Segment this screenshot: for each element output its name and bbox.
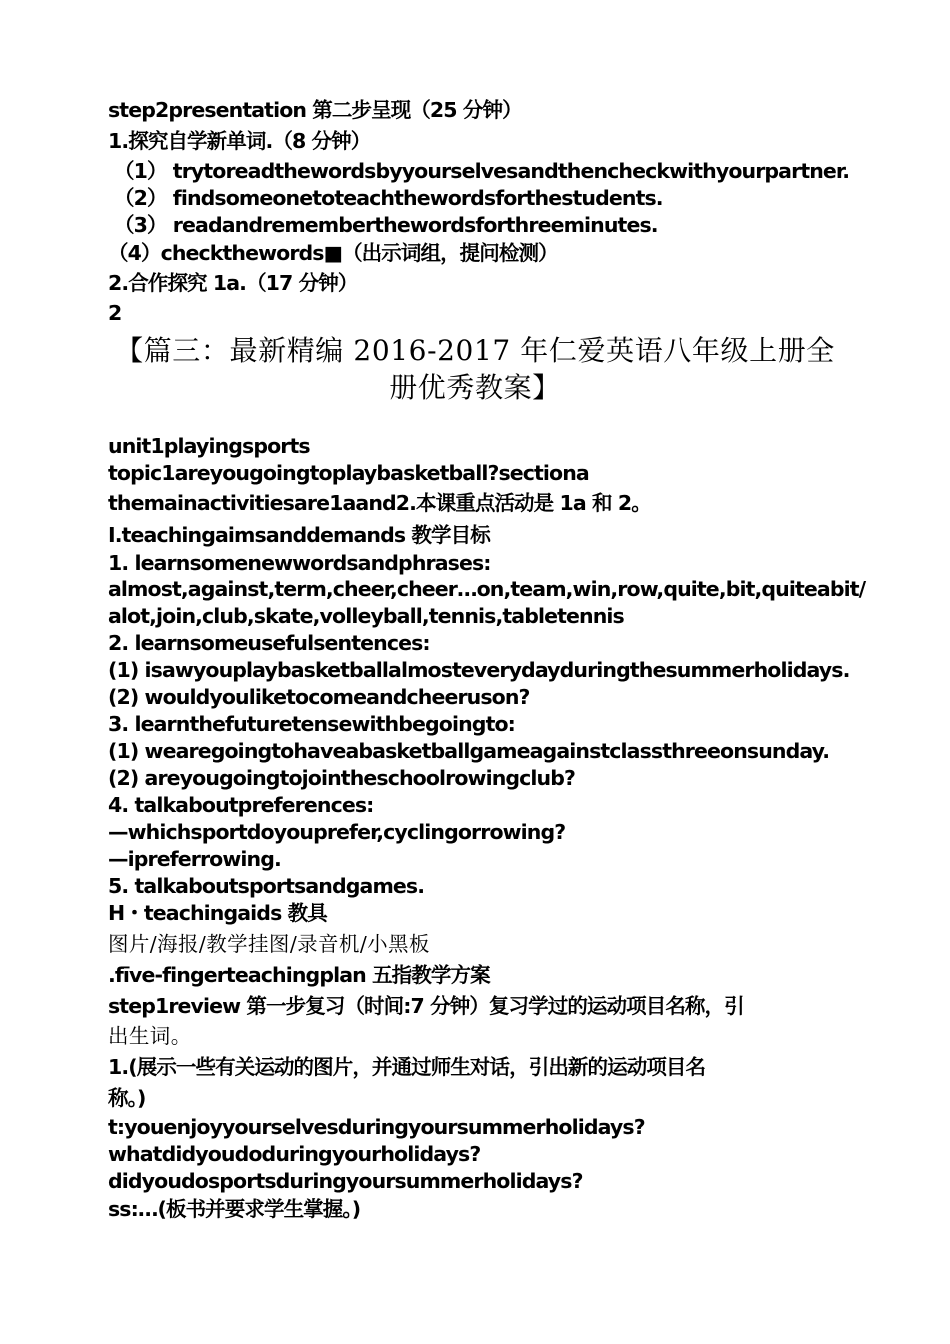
text-line: 出生词。 — [108, 1024, 192, 1048]
text-line: step2presentation 第二步呈现（25 分钟） — [108, 98, 522, 122]
text-line: 1.探究自学新单词.（8 分钟） — [108, 129, 371, 153]
text-line: （4）checkthewords■（出示词组，提问检测） — [108, 241, 558, 265]
text-line: （2） findsomeonetoteachthewordsforthestudents. — [114, 186, 663, 210]
text-line: ss:…(板书并要求学生掌握。) — [108, 1197, 361, 1221]
text-line: .fīve-fingerteachingplan 五指教学方案 — [108, 963, 490, 987]
text-line: (2) areyougoingtojointheschoolrowingclub? — [108, 766, 576, 790]
text-line: 3. learnthefuturetensewithbegoingto: — [108, 712, 515, 736]
text-line: (2) wouldyouliketocomeandcheeruson? — [108, 685, 530, 709]
text-line: themainactivitiesare1aand2.本课重点活动是 1a 和 2。 — [108, 491, 651, 515]
text-line: 1.(展示一些有关运动的图片，并通过师生对话，引出新的运动项目名 — [108, 1055, 706, 1079]
text-line: 称。) — [108, 1086, 146, 1110]
text-line: —ipreferrowing. — [108, 847, 281, 871]
text-line: t:youenjoyyourselvesduringyoursummerholidays? — [108, 1115, 645, 1139]
text-line: I.teachingaimsanddemands 教学目标 — [108, 523, 490, 547]
text-line: step1review 第一步复习（时间:7 分钟）复习学过的运动项目名称，引 — [108, 994, 744, 1018]
text-line: almost,against,term,cheer,cheer…on,team,win,row,quite,bit,quiteabit/ — [108, 577, 866, 601]
text-line: (1) isawyouplaybasketballalmosteverydayduringthesummerholidays. — [108, 658, 850, 682]
text-line: whatdidyoudoduringyourholidays? — [108, 1142, 481, 1166]
text-line: —whichsportdoyouprefer,cyclingorrowing? — [108, 820, 566, 844]
section-title: 【篇三：最新精编 2016-2017 年仁爱英语八年级上册全 — [115, 334, 835, 367]
text-line: 2.合作探究 1a.（17 分钟） — [108, 271, 358, 295]
text-line: 1. learnsomenewwordsandphrases: — [108, 551, 491, 575]
text-line: 2. learnsomeusefulsentences: — [108, 631, 430, 655]
text-line: topic1areyougoingtoplaybasketball?sectiona — [108, 461, 589, 485]
section-title: 册优秀教案】 — [389, 371, 561, 404]
text-line: 5. talkaboutsportsandgames. — [108, 874, 425, 898]
text-line: 4. talkaboutpreferences: — [108, 793, 374, 817]
text-line: alot,join,club,skate,volleyball,tennis,tabletennis — [108, 604, 624, 628]
text-line: （3） readandrememberthewordsforthreeminutes. — [114, 213, 658, 237]
text-line: （1） trytoreadthewordsbyyourselvesandthencheckwithyourpartner. — [114, 159, 850, 183]
text-line: unit1playingsports — [108, 434, 310, 458]
text-line: (1) wearegoingtohaveabasketballgameagainstclassthreeonsunday. — [108, 739, 830, 763]
text-line: H・teachingaids 教具 — [108, 901, 327, 925]
text-line: 2 — [108, 301, 122, 325]
text-line: didyoudosportsduringyoursummerholidays? — [108, 1169, 583, 1193]
text-line: 图片/海报/教学挂图/录音机/小黑板 — [108, 932, 430, 956]
